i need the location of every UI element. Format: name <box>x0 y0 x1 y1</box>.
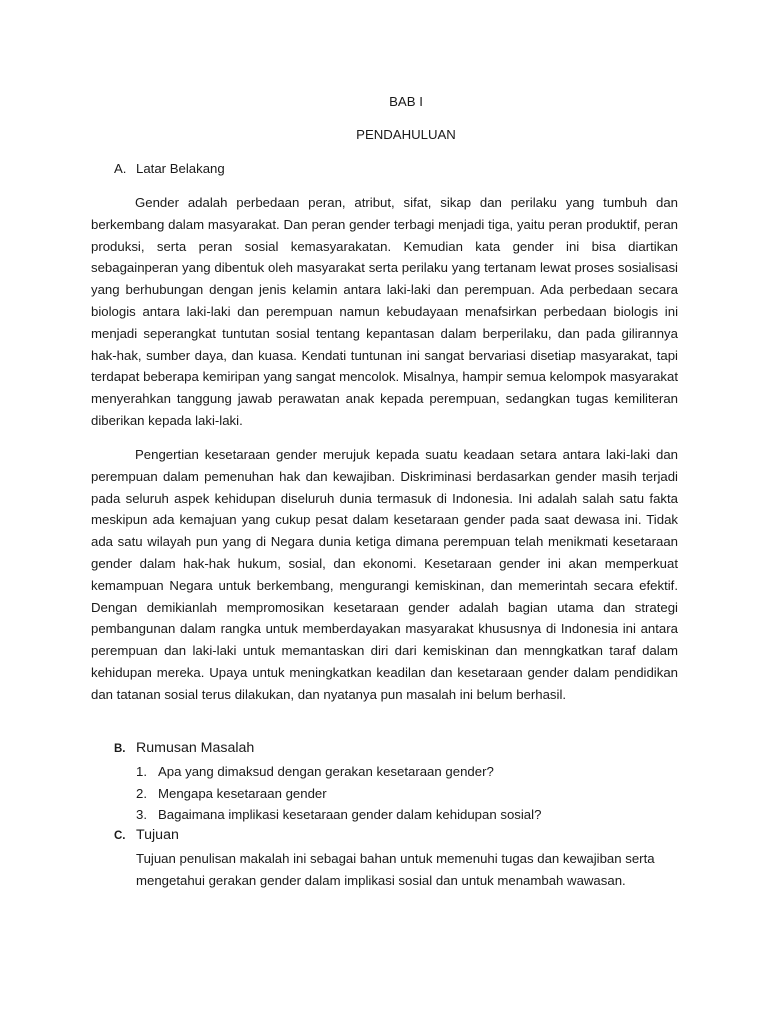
purpose-paragraph: Tujuan penulisan makalah ini sebagai bahan untuk memenuhi tugas dan kewajiban serta mengetahui gerakan gender dalam implikasi sosial dan untuk menambah wawasan. <box>136 851 655 888</box>
section-c-letter: C. <box>114 830 126 842</box>
list-item-text: Bagaimana implikasi kesetaraan gender dalam kehidupan sosial? <box>158 807 542 823</box>
list-item-text: Mengapa kesetaraan gender <box>158 785 327 801</box>
problem-list <box>136 761 541 826</box>
list-item-number: 1. <box>136 764 147 779</box>
list-item-number: 2. <box>136 785 147 801</box>
section-a-heading <box>114 161 225 176</box>
section-a-title: Latar Belakang <box>136 161 225 176</box>
list-item <box>136 783 541 805</box>
chapter-heading: BAB I <box>389 94 423 109</box>
chapter-title: PENDAHULUAN <box>356 127 456 142</box>
list-item <box>136 761 541 783</box>
section-b-heading <box>114 740 254 756</box>
section-a-letter: A. <box>114 161 127 176</box>
section-b-letter: B. <box>114 743 126 755</box>
list-item-text: Apa yang dimaksud dengan gerakan kesetaraan gender? <box>158 764 494 779</box>
section-b-title: Rumusan Masalah <box>136 740 255 756</box>
section-c-heading <box>114 827 179 843</box>
paragraph-2: Pengertian kesetaraan gender merujuk kepada suatu keadaan setara antara laki-laki dan perempuan dalam pemenuhan hak dan kewajiban. Diskriminasi berdasarkan gender masih terjadi pada seluruh aspek kehidupan diseluruh dunia termasuk di Indonesia. Ini adalah salah satu fakta meskipun ada kemajuan yang cukup pesat dalam kesetaraan gender pada saat dewasa ini. Tidak ada satu wilayah pun yang di Negara dunia ketiga dimana perempuan telah menikmati kesetaraan gender dalam hak-hak hukum, sosial, dan ekonomi. Kesetaraan gender ini akan memperkuat kemampuan Negara untuk berkembang, mengurangi kemiskinan, dan memerintah secara efektif. Dengan demikianlah mempromosikan kesetaraan gender adalah bagian utama dan strategi pembangunan dalam rangka untuk memberdayakan masyarakat khususnya di Indonesia ini antara perempuan dan laki-laki untuk memantaskan diri dari kemiskinan dan menngkatkan taraf dalam kehidupan mereka. Upaya untuk meningkatkan keadilan dan kesetaraan gender dalam pendidikan dan tatanan sosial terus dilakukan, dan nyatanya pun masalah ini belum berhasil. <box>91 447 678 702</box>
paragraph-1: Gender adalah perbedaan peran, atribut, sifat, sikap dan perilaku yang tumbuh dan berkembang dalam masyarakat. Dan peran gender terbagi menjadi tiga, yaitu peran produktif, peran produksi, serta peran sosial kemasyarakatan. Kemudian kata gender ini bisa diartikan sebagainperan yang dibentuk oleh masyarakat serta perilaku yang tertanam lewat proses sosialisasi yang berhubungan dengan jenis kelamin antara laki-laki dan perempuan. Ada perbedaan secara biologis antara laki-laki dan perempuan namun kebudayaan menafsirkan perbedaan biologis ini menjadi seperangkat tuntutan sosial tentang kepantasan dalam berperilaku, dan pada gilirannya hak-hak, sumber daya, dan kuasa. Kendati tuntunan ini sangat bervariasi disetiap masyarakat, tapi terdapat beberapa kemiripan yang sangat mencolok. Misalnya, hampir semua kelompok masyarakat menyerahkan tanggung jawab perawatan anak kepada perempuan, sedangkan tugas kemiliteran diberikan kepada laki-laki. <box>91 195 678 428</box>
section-c-title: Tujuan <box>136 827 179 843</box>
list-item-number: 3. <box>136 807 147 823</box>
list-item <box>136 804 541 826</box>
